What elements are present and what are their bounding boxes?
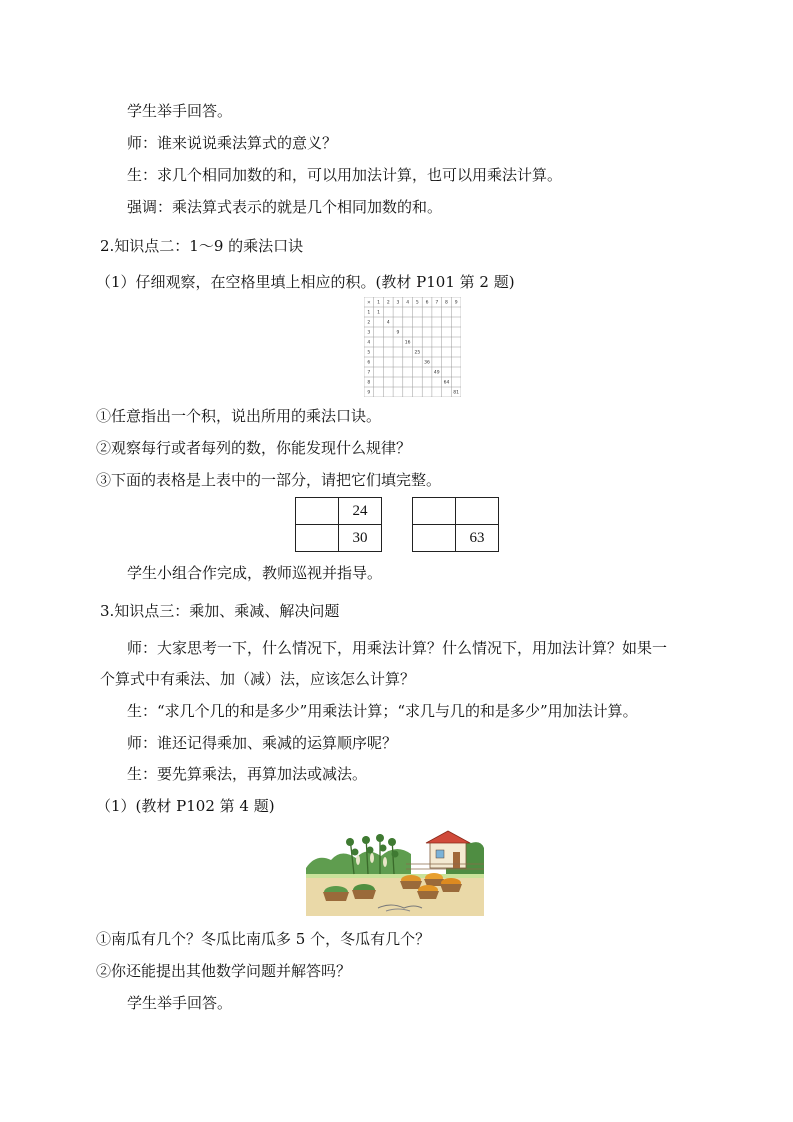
grid-column-header: 7: [435, 300, 439, 306]
grid-row-header: 1: [367, 310, 371, 316]
table-cell: 24: [339, 498, 382, 525]
text-line: 学生举手回答。: [127, 994, 233, 1012]
grid-row-header: 2: [367, 320, 371, 326]
text-line: 生：“求几个几的和是多少”用乘法计算；“求几与几的和是多少”用加法计算。: [127, 702, 638, 720]
grid-diagonal-product: 1: [377, 310, 380, 316]
grid-diagonal-product: 4: [386, 320, 390, 326]
text-line: 学生小组合作完成，教师巡视并指导。: [127, 564, 383, 582]
text-line: 师：谁来说说乘法算式的意义？: [127, 134, 338, 152]
multiplication-table-figure: [364, 297, 461, 397]
table-cell-empty[interactable]: [413, 525, 456, 552]
text-line: 师：大家思考一下，什么情况下，用乘法计算？什么情况下，用加法计算？如果一: [127, 639, 668, 657]
grid-diagonal-product: 64: [443, 380, 450, 386]
grid-diagonal-product: 9: [396, 330, 400, 336]
grid-column-header: 5: [415, 300, 419, 306]
text-line: 学生举手回答。: [127, 102, 233, 120]
table-cell-empty[interactable]: [413, 498, 456, 525]
grid-row-header: 4: [367, 340, 371, 346]
question-line: ②你还能提出其他数学问题并解答吗？: [96, 962, 352, 980]
grid-row-header: 9: [367, 390, 371, 396]
question-line: ③下面的表格是上表中的一部分，请把它们填完整。: [96, 471, 442, 489]
text-line: 师：谁还记得乘加、乘减的运算顺序呢？: [127, 734, 398, 752]
multiplication-table-svg: [364, 297, 461, 397]
grid-row-header: 8: [367, 380, 371, 386]
table-cell: 30: [339, 525, 382, 552]
exercise-title: （1）仔细观察，在空格里填上相应的积。(教材 P101 第 2 题): [96, 273, 515, 291]
question-line: ①任意指出一个积，说出所用的乘法口诀。: [96, 407, 382, 425]
fill-in-table: [412, 497, 499, 552]
text-line: 个算式中有乘法、加（减）法，应该怎么计算？: [100, 670, 416, 688]
fill-in-table: [295, 497, 382, 552]
question-line: ②观察每行或者每列的数，你能发现什么规律？: [96, 439, 412, 457]
grid-diagonal-product: 36: [424, 360, 430, 366]
text-line: 强调：乘法算式表示的就是几个相同加数的和。: [127, 198, 443, 216]
grid-column-header: 2: [386, 300, 390, 306]
question-line: ①南瓜有几个？冬瓜比南瓜多 5 个，冬瓜有几个？: [96, 930, 431, 948]
table-cell-empty[interactable]: [296, 525, 339, 552]
grid-row-header: 6: [367, 360, 371, 366]
grid-column-header: 4: [406, 300, 410, 306]
grid-column-header: 1: [377, 300, 380, 306]
grid-row-header: 3: [367, 330, 371, 336]
garden-picture: [306, 828, 484, 916]
grid-column-header: 9: [454, 300, 458, 306]
grid-row-header: 5: [367, 350, 371, 356]
exercise-title: （1）(教材 P102 第 4 题): [96, 797, 275, 815]
section-heading: 2.知识点二：1～9 的乘法口诀: [100, 237, 304, 255]
grid-column-header: 6: [425, 300, 429, 306]
table-cell-empty[interactable]: [456, 498, 499, 525]
grid-row-header: 7: [367, 370, 371, 376]
grid-column-header: 8: [445, 300, 448, 306]
grid-diagonal-product: 49: [433, 370, 440, 376]
grid-column-header: 3: [396, 300, 400, 306]
grid-diagonal-product: 16: [404, 340, 411, 346]
grid-diagonal-product: 25: [414, 350, 421, 356]
grid-diagonal-product: 81: [453, 390, 460, 396]
table-cell: 63: [456, 525, 499, 552]
text-line: 生：要先算乘法，再算加法或减法。: [127, 765, 368, 783]
garden-illustration: [306, 828, 484, 916]
table-cell-empty[interactable]: [296, 498, 339, 525]
text-line: 生：求几个相同加数的和，可以用加法计算，也可以用乘法计算。: [127, 166, 563, 184]
section-heading: 3.知识点三：乘加、乘减、解决问题: [100, 602, 340, 620]
grid-corner-symbol: ×: [366, 300, 371, 306]
